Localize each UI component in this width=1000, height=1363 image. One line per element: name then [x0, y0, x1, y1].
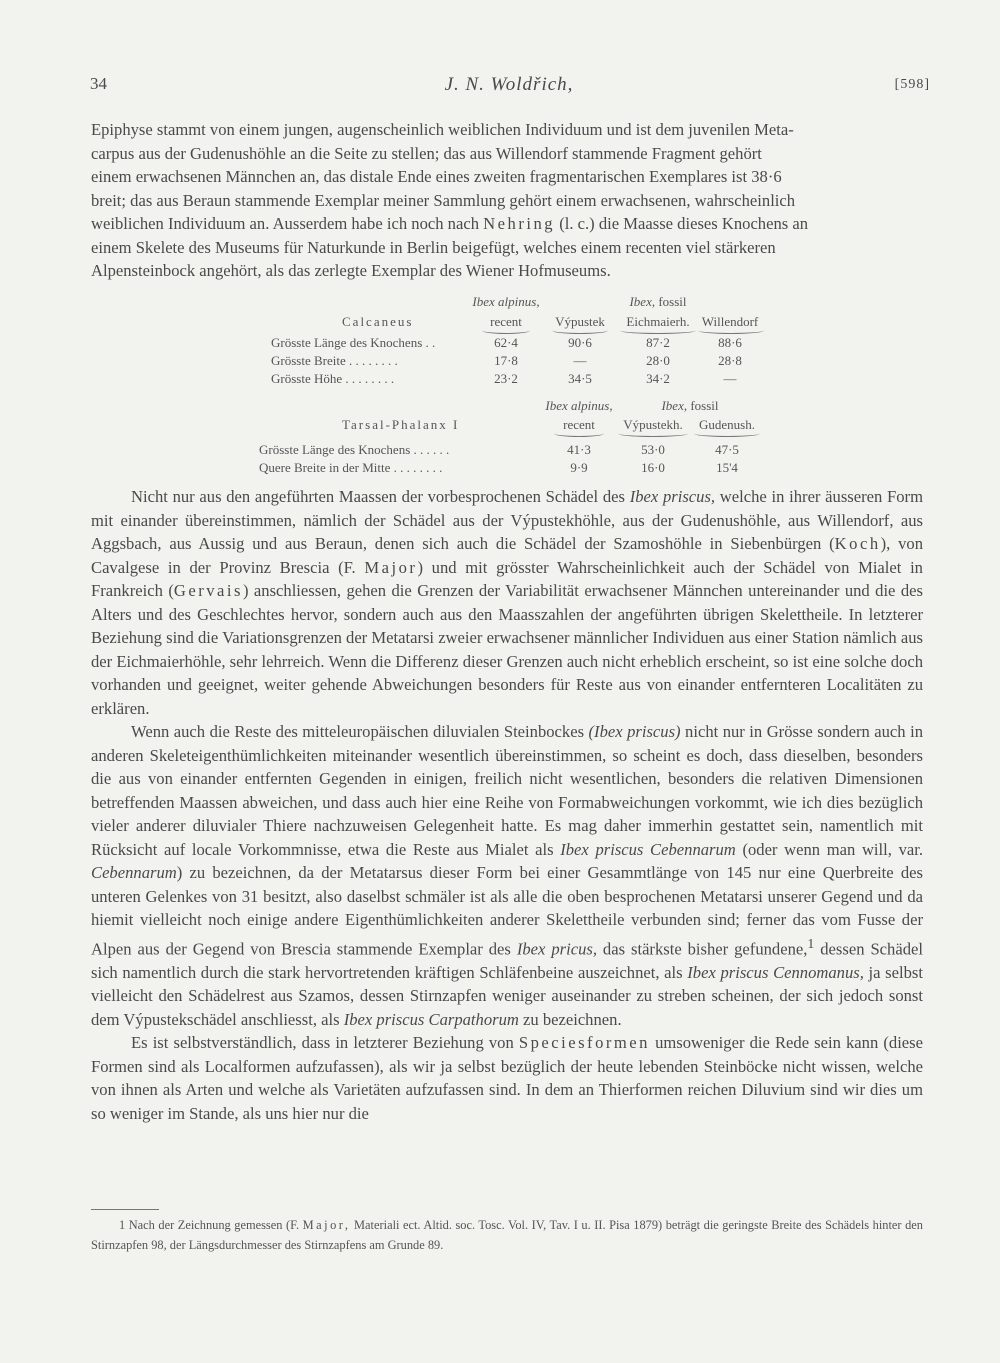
table-cell: — — [723, 371, 737, 386]
table-cell: 9·9 — [570, 460, 588, 475]
footnote-marker: 1 — [807, 935, 815, 951]
row-label: Grösste Länge des Knochens . . — [271, 335, 436, 350]
column-header: recent — [563, 417, 595, 432]
text-span: Materiali ect. Altid. soc. Tosc. Vol. IV, Tav. I u. II. Pisa 1879) beträgt die geringste Breite des Schädels hinter den Stirnzapfen 98, der Längsdurchmesser des Stirnzapfens am Grunde 89. — [91, 1218, 923, 1252]
paragraph — [91, 720, 923, 1031]
author-name: Gervais — [173, 581, 243, 600]
column-header: Willendorf — [701, 314, 759, 329]
text-span: Nach der Zeichnung gemessen (F. — [125, 1218, 303, 1232]
column-header: Gudenush. — [699, 417, 755, 432]
footnote-divider — [91, 1209, 159, 1210]
table-group-fossil-label: fossil — [658, 294, 687, 309]
table-cell: 53·0 — [641, 442, 665, 457]
brace — [482, 327, 530, 334]
table-cell: 88·6 — [718, 335, 742, 350]
table-cell: 28·0 — [646, 353, 670, 368]
text-span: nicht nur in Grösse sondern auch in anderen Skeleteigenthümlichkeiten miteinander wesentlich übereinstimmen, so scheint es doch, dass dieselben, besonders die aus von einander entfernten Gegenden in einigen, freilich nicht wesentlichen, besonders die relativen Dimensionen betreffenden Maassen abweichen, und dass auch hier eine Reihe von Formabweichungen vorkommt, wie ich dies bezüglich vieler anderer diluvialer Thiere nachzuweisen Gelegenheit hatte. Es mag daher immerhin gestattet sein, namentlich mit Rücksicht auf locale Vorkommnisse, etwa die Reste aus Mialet als — [91, 722, 923, 859]
species-name: Ibex priscus, — [629, 487, 716, 506]
species-name: Ibex pricus, — [516, 939, 597, 959]
text-line: Epiphyse stammt von einem jungen, augenscheinlich weiblichen Individuum und ist dem juvenilen Meta- — [91, 120, 794, 139]
author-name: Major, — [302, 1218, 351, 1232]
table-group-fossil-genus: Ibex, — [629, 294, 656, 309]
brace — [694, 430, 760, 437]
table-cell: 34·2 — [646, 371, 670, 386]
text-span: Wenn auch die Reste des mitteleuropäischen diluvialen Steinbockes — [131, 722, 589, 741]
text-span: Es ist selbstverständlich, dass in letzterer Beziehung von — [131, 1033, 519, 1053]
column-header: recent — [490, 314, 522, 329]
emphasized-term: Speciesformen — [518, 1033, 650, 1053]
column-header: Eichmaierh. — [626, 314, 690, 329]
table-title: Calcaneus — [342, 314, 414, 329]
table-cell: 90·6 — [568, 335, 592, 350]
table-cell: 17·8 — [494, 353, 518, 368]
author-name: Nehring — [483, 214, 556, 233]
table-cell: 62·4 — [494, 335, 518, 350]
text-line: Alpensteinbock angehört, als das zerlegte Exemplar des Wiener Hofmuseums. — [91, 261, 611, 280]
text-span: zu bezeichnen. — [518, 1009, 622, 1029]
text-span: ) und mit grösster Wahrscheinlichkeit auch der Schädel von Mialet in Frankreich ( — [91, 557, 923, 600]
table-group-fossil-label: fossil — [690, 398, 719, 413]
table-group-fossil — [661, 398, 718, 414]
table-cell: 47·5 — [715, 442, 739, 457]
species-name: Ibex priscus Carpathorum — [343, 1009, 519, 1029]
table-cell: 28·8 — [718, 353, 742, 368]
paragraph — [91, 1031, 923, 1125]
paragraph — [91, 485, 923, 720]
text-span: Nicht nur aus den angeführten Maassen der vorbesprochenen Schädel des — [131, 487, 630, 506]
text-line: breit; das aus Beraun stammende Exemplar meiner Sammlung gehört einem erwachsenen, wahrscheinlich — [91, 190, 796, 210]
column-header: Výpustek — [555, 314, 605, 329]
footnote-number: 1 — [119, 1218, 126, 1232]
page-header — [88, 74, 930, 100]
footnote-text — [91, 1216, 923, 1255]
brace — [552, 327, 608, 334]
table-group-fossil — [629, 294, 686, 310]
brace — [554, 430, 604, 437]
text-line: einem Skelete des Museums für Naturkunde in Berlin beigefügt, welches einem recenten viel stärkeren — [91, 237, 776, 257]
text-span: (l. c.) die Maasse dieses Knochens an — [555, 214, 809, 233]
table-group-fossil-genus: Ibex, — [661, 398, 688, 413]
brace — [698, 327, 764, 334]
text-line: einem erwachsenen Männchen an, das distale Ende eines zweiten fragmentarischen Exemplares ist 38·6 — [91, 167, 782, 186]
author-name: Major — [364, 557, 418, 577]
text-span: ), von Cavalgese in der Provinz Brescia (F. — [91, 534, 924, 577]
text-span: ja selbst vielleicht den Schädelrest aus Szamos, dessen Stirnzapfen weniger auseinander zu streben scheinen, der sich jedoch sonst dem Výpustekschädel anschliesst, als — [91, 962, 923, 1029]
table-cell: 16·0 — [641, 460, 665, 475]
footnote — [91, 1216, 923, 1255]
paragraph-continuation — [91, 118, 923, 283]
column-header: Výpustekh. — [623, 417, 683, 432]
text-span: dessen Schädel sich namentlich durch die stark hervortretenden kräftigen Schläfenbeine auszeichnet, als — [91, 939, 923, 982]
main-text — [91, 485, 923, 1125]
text-span: ) zu bezeichnen, da der Metatarsus dieser Form bei einer Gesammtlänge von 145 nur eine Querbreite des unteren Gelenkes von 31 besitzt, also daselbst schmäler ist als alle die oben besprochenen Metatarsi unserer Gegend und da hiemit vielleicht noch einige andere Eigenthümlichkeiten anderer Skelettheile verbunden sind; ferner das vom Fusse der Alpen aus der Gegend von Brescia stammende Exemplar des — [91, 863, 923, 959]
species-name: Cebennarum — [91, 863, 177, 882]
table-cell: 15'4 — [716, 460, 738, 475]
brace — [618, 430, 688, 437]
table-cell: 87·2 — [646, 335, 670, 350]
table-group-recent: Ibex alpinus, — [545, 398, 613, 413]
text-span: umsoweniger die Rede sein kann (diese Formen sind als Localformen aufzufassen), als wir ja selbst bezüglich der heute lebenden Steinböcke nicht wissen, welche von ihnen als Arten und welche als Varietäten aufzufassen sind. In dem an Thierformen reichen Diluvium sind wir dies um so weniger im Stande, als uns hier nur die — [91, 1033, 923, 1123]
page-number: 34 — [90, 74, 107, 93]
text-span: das stärkste bisher gefundene, — [596, 939, 808, 959]
text-span: (oder wenn man will, var. — [735, 839, 923, 859]
table-cell: — — [573, 353, 587, 368]
text-span: welche in ihrer äusseren Form mit einander übereinstimmen, nämlich der Schädel aus der Výpustekhöhle, aus der Gudenushöhle, aus Willendorf, aus Aggsbach, aus Aussig und aus Beraun, denen sich auch die Schädel der Szamoshöhle in Siebenbürgen ( — [91, 487, 923, 553]
row-label: Quere Breite in der Mitte . . . . . . . . — [259, 460, 443, 475]
table-cell: 34·5 — [568, 371, 592, 386]
species-name: (Ibex priscus) — [588, 722, 681, 741]
running-head-author: J. N. Woldřich, — [444, 74, 574, 95]
text-line — [91, 212, 923, 236]
author-name: Koch — [834, 534, 881, 553]
table-group-recent: Ibex alpinus, — [472, 294, 540, 309]
table-cell: 41·3 — [567, 442, 591, 457]
species-name: Ibex priscus Cennomanus, — [687, 962, 864, 982]
row-label: Grösste Länge des Knochens . . . . . . — [259, 442, 450, 457]
species-name: Ibex priscus Cebennarum — [560, 839, 736, 859]
text-line: carpus aus der Gudenushöhle an die Seite zu stellen; das aus Willendorf stammende Fragment gehört — [91, 143, 762, 163]
row-label: Grösste Höhe . . . . . . . . — [271, 371, 395, 386]
table-cell: 23·2 — [494, 371, 518, 386]
original-page-number: [598] — [894, 77, 930, 92]
table-title: Tarsal-Phalanx I — [342, 417, 460, 432]
row-label: Grösste Breite . . . . . . . . — [271, 353, 398, 368]
text-span: ) anschliessen, gehen die Grenzen der Variabilität erwachsener Männchen untereinander und die des Alters und des Geschlechtes hervor, sondern auch aus den Maasszahlen der angeführten übrigen Skelettheile. In letzterer Beziehung sind die Variationsgrenzen der Metatarsi zweier erwachsener männlicher Individuen aus einer Station nämlich aus der Eichmaierhöhle, sehr lehrreich. Wenn die Differenz dieser Grenzen auch nicht erheblich erscheint, so ist eine solche doch vorhanden und geeignet, weiter gehende Abweichungen besonders für Reste aus von einander entfernteren Localitäten zu erklären. — [91, 581, 924, 718]
brace — [620, 327, 696, 334]
text-span: weiblichen Individuum an. Ausserdem habe ich noch nach — [91, 214, 480, 233]
